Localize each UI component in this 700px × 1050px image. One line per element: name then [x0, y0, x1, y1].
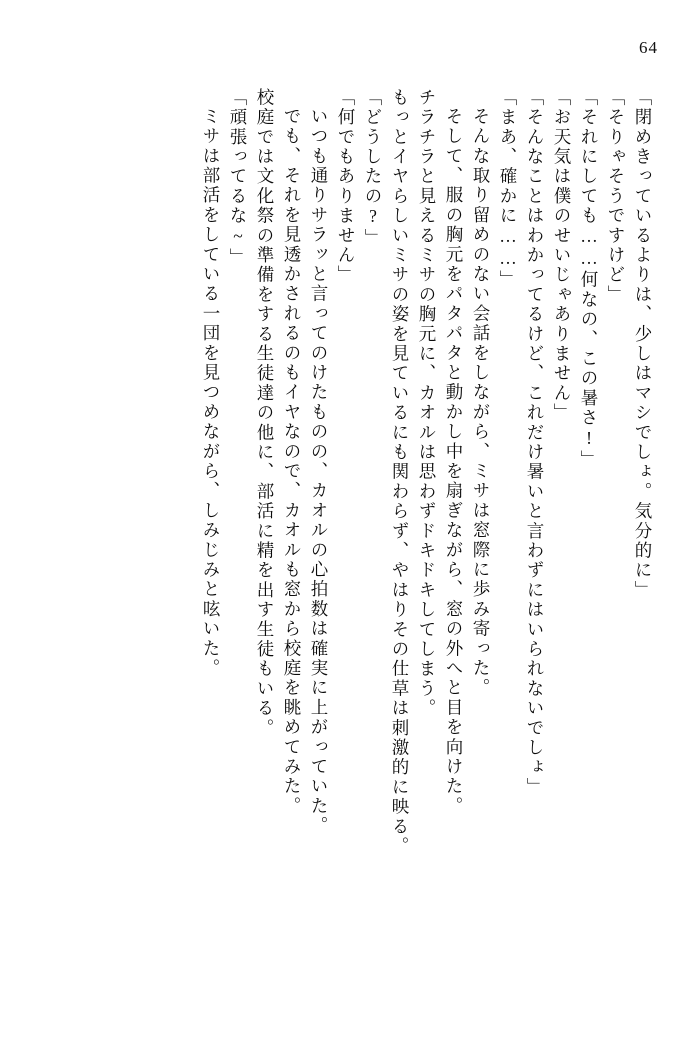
text-line: 「そりゃそうですけど」: [606, 88, 626, 305]
vertical-text-body: [44, 88, 656, 998]
text-line: 「どうしたの?」: [363, 88, 383, 249]
text-line: もっとイヤらしいミサの姿を見ているにも関わらず、やはりその仕草は刺激的に映る。: [390, 88, 410, 857]
text-line: ミサは部活をしている一団を見つめながら、しみじみと呟いた。: [201, 107, 221, 679]
text-line: 「頑張ってるな~」: [228, 88, 248, 268]
text-line: 「それにしても……何なの、この暑さ!」: [579, 88, 599, 470]
text-line: 「何でもありません」: [336, 88, 356, 285]
page-number: 64: [639, 38, 658, 57]
text-line: 「閉めきっているよりは、少しはマシでしょ。気分的に」: [633, 88, 653, 601]
text-line: そんな取り留めのない会話をしながら、ミサは窓際に歩み寄った。: [471, 107, 491, 698]
text-line: チラチラと見えるミサの胸元に、カオルは思わずドキドキしてしまう。: [417, 88, 437, 719]
text-line: 「お天気は僕のせいじゃありません」: [552, 88, 572, 423]
text-line: でも、それを見透かされるのもイヤなので、カオルも窓から校庭を眺めてみた。: [282, 107, 302, 817]
text-line: 「そんなことはわかってるけど、これだけ暑いと言わずにはいられないでしょ」: [525, 88, 545, 798]
text-line: いつも通りサラッと言ってのけたものの、カオルの心拍数は確実に上がっていた。: [309, 107, 329, 836]
text-line: 「まあ、確かに……」: [498, 88, 518, 290]
text-line: そして、服の胸元をパタパタと動かし中を扇ぎながら、窓の外へと目を向けた。: [444, 107, 464, 817]
text-line: 校庭では文化祭の準備をする生徒達の他に、部活に精を出す生徒もいる。: [255, 88, 275, 739]
